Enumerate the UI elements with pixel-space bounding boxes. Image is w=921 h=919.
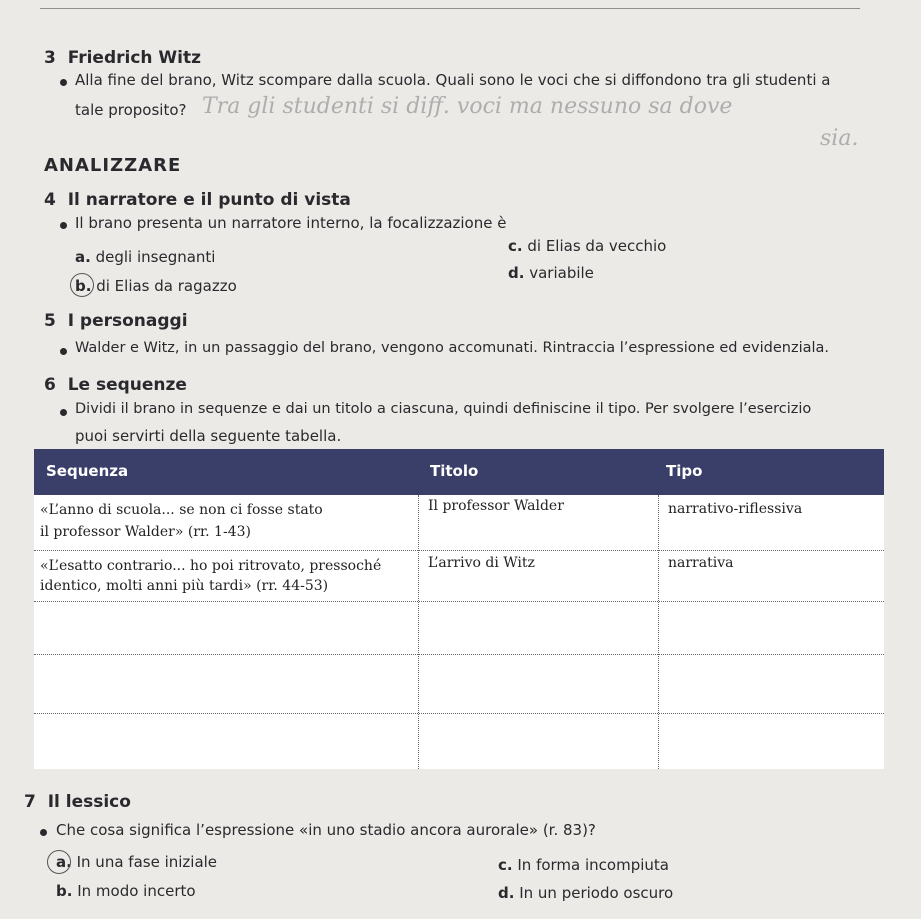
column-divider	[658, 495, 659, 769]
ex4-option-a[interactable]: a. degli insegnanti	[75, 248, 216, 266]
bullet	[60, 348, 67, 355]
ex4-option-c[interactable]: c. di Elias da vecchio	[508, 237, 667, 255]
ex7-option-a[interactable]: a. In una fase iniziale	[56, 853, 218, 871]
row1-tipo: narrativo-riflessiva	[668, 501, 803, 517]
ex3-question-line2: tale proposito?	[75, 101, 187, 119]
ex4-title: Il narratore e il punto di vista	[67, 190, 351, 210]
ex7-option-b[interactable]: b. In modo incerto	[56, 882, 196, 900]
header-titolo: Titolo	[430, 462, 479, 480]
ex5-title: I personaggi	[67, 311, 188, 331]
ex4-number: 4	[44, 190, 56, 210]
ex6-title: Le sequenze	[67, 375, 187, 395]
bullet	[60, 222, 67, 229]
top-rule	[40, 8, 860, 9]
row-divider	[34, 654, 884, 655]
row1-sequenza-line2: il professor Walder» (rr. 1-43)	[40, 524, 251, 540]
ex7-option-c[interactable]: c. In forma incompiuta	[498, 856, 669, 874]
row1-sequenza-line1: «L’anno di scuola... se non ci fosse stato	[40, 502, 323, 518]
ex6-question-line1: Dividi il brano in sequenze e dai un titolo a ciascuna, quindi definiscine il tipo. Per svolgere l’esercizio	[75, 401, 812, 417]
sequences-table	[34, 449, 884, 769]
header-sequenza: Sequenza	[46, 462, 129, 480]
ex7-number: 7	[24, 792, 36, 812]
ex4-heading	[44, 190, 351, 210]
ex6-number: 6	[44, 375, 56, 395]
row2-titolo: L’arrivo di Witz	[428, 555, 535, 571]
row2-sequenza-line2: identico, molti anni più tardi» (rr. 44-53)	[40, 578, 329, 594]
ex7-option-d[interactable]: d. In un periodo oscuro	[498, 884, 674, 902]
header-tipo: Tipo	[666, 462, 703, 480]
row2-tipo: narrativa	[668, 555, 734, 571]
row-divider	[34, 713, 884, 714]
ex5-number: 5	[44, 311, 56, 331]
column-divider	[418, 495, 419, 769]
ex6-question-line2: puoi servirti della seguente tabella.	[75, 427, 342, 445]
ex6-heading	[44, 375, 187, 395]
ex3-question-line1: Alla fine del brano, Witz scompare dalla scuola. Quali sono le voci che si diffondono tra gli studenti a	[75, 71, 831, 89]
ex4-option-b[interactable]: b. di Elias da ragazzo	[75, 277, 237, 295]
section-title: ANALIZZARE	[44, 155, 182, 176]
ex7-heading	[24, 792, 131, 812]
ex7-answer-circle-a	[47, 850, 71, 874]
bullet	[60, 409, 67, 416]
row1-titolo: Il professor Walder	[428, 498, 564, 514]
ex3-number: 3	[44, 48, 56, 68]
table-header	[34, 449, 884, 495]
ex3-title: Friedrich Witz	[67, 48, 202, 68]
ex4-option-d[interactable]: d. variabile	[508, 264, 594, 282]
ex4-answer-circle-b	[70, 273, 94, 297]
row2-sequenza-line1: «L’esatto contrario... ho poi ritrovato, pressoché	[40, 558, 382, 574]
ex5-question: Walder e Witz, in un passaggio del brano, vengono accomunati. Rintraccia l’espressione ed evidenziala.	[75, 340, 830, 356]
ex7-question: Che cosa significa l’espressione «in uno stadio ancora aurorale» (r. 83)?	[56, 821, 596, 839]
ex3-heading	[44, 48, 201, 68]
ex3-handwritten-answer-line2: sia.	[820, 126, 859, 151]
row-divider	[34, 550, 884, 551]
ex4-question: Il brano presenta un narratore interno, la focalizzazione è	[75, 214, 507, 232]
bullet	[60, 79, 67, 86]
ex5-heading	[44, 311, 188, 331]
ex7-title: Il lessico	[47, 792, 131, 812]
bullet	[40, 829, 47, 836]
row-divider	[34, 601, 884, 602]
ex3-handwritten-answer-line1: Tra gli studenti si diff. voci ma nessuno sa dove	[202, 94, 733, 119]
